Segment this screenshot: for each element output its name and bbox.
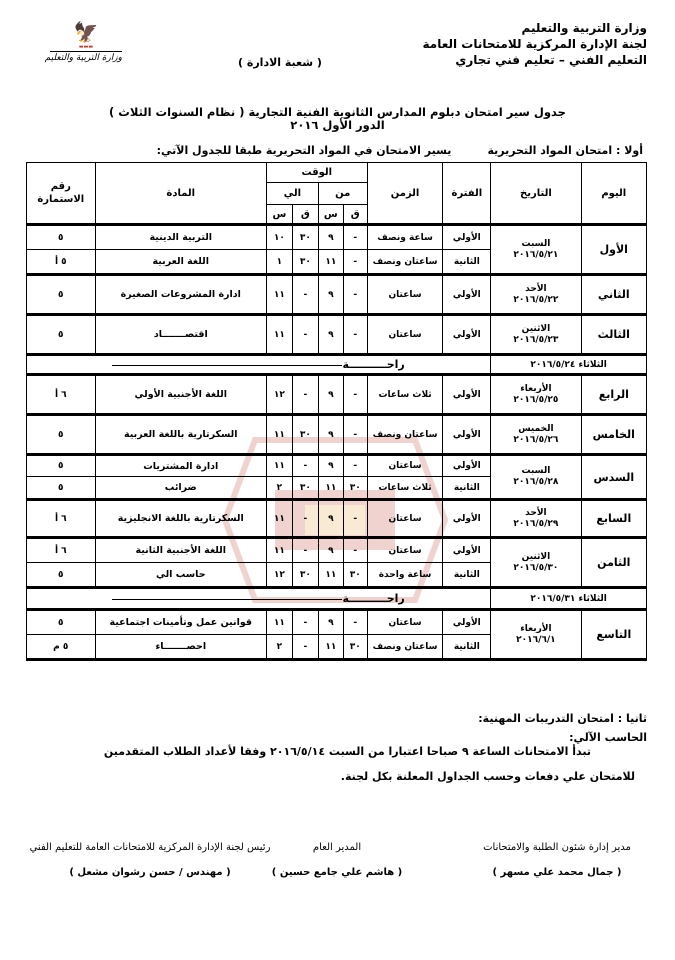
weekday: الأربعاء [520, 623, 552, 634]
period: الثانية [443, 477, 491, 500]
signature-name: ( مهندس / حسن رشوان مشعل ) [69, 867, 231, 878]
date-cell [491, 275, 581, 315]
to-minutes: ٣٠ [292, 250, 318, 275]
signature-name: ( هاشم علي جامع حسين ) [271, 867, 403, 878]
weekday: الاثنين [521, 551, 551, 562]
signature-block [447, 842, 667, 878]
header-from-hours: س [318, 205, 343, 225]
logo-caption: وزارة التربية والتعليم [44, 53, 122, 63]
period: الثانية [443, 635, 491, 660]
subject: ضرائب [95, 477, 266, 500]
subject: اللغة الأجنبية الثانية [95, 538, 266, 563]
header-subject: المادة [95, 163, 266, 225]
to-minutes: - [292, 610, 318, 635]
to-hours: ١١ [266, 275, 292, 315]
ministry-header [423, 20, 647, 68]
form-number: ٥ [27, 225, 96, 250]
date: ٢٠١٦/٦/١ [516, 634, 556, 645]
to-hours: ١٠ [266, 225, 292, 250]
exam-schedule-table [26, 162, 647, 661]
date: ٢٠١٦/٥/٢٩ [513, 518, 559, 529]
to-hours: ٢ [266, 635, 292, 660]
from-hours: ٩ [318, 315, 343, 355]
duration: ساعتان [367, 500, 443, 538]
rest-day-row [27, 355, 491, 375]
subject: السكرتارية باللغة الانجليزية [95, 500, 266, 538]
to-hours: ١٢ [266, 563, 292, 588]
to-minutes: - [292, 375, 318, 415]
signature-title: رئيس لجنة الإدارة المركزية للامتحانات العامة للتعليم الفني [29, 842, 271, 853]
header-duration: الزمن [367, 163, 443, 225]
from-minutes: - [343, 315, 367, 355]
duration: ساعتان [367, 610, 443, 635]
header-day: اليوم [581, 163, 646, 225]
date-cell [491, 455, 581, 500]
form-number: ٥ [27, 275, 96, 315]
form-number: ٦ أ [27, 375, 96, 415]
to-minutes: ٣٠ [292, 477, 318, 500]
date-cell [491, 610, 581, 660]
from-hours: ١١ [318, 477, 343, 500]
from-minutes: ٣٠ [343, 563, 367, 588]
date: ٢٠١٦/٥/٢٥ [513, 394, 559, 405]
weekday: السبت [521, 238, 551, 249]
day-label: الثاني [581, 275, 646, 315]
rest-word: راحــــــــــة [342, 592, 405, 605]
from-hours: ١١ [318, 563, 343, 588]
day-label: الثامن [581, 538, 646, 588]
from-hours: ٩ [318, 610, 343, 635]
from-hours: ١١ [318, 250, 343, 275]
duration: ساعة ونصف [367, 225, 443, 250]
day-label: الخامس [581, 415, 646, 455]
to-minutes: - [292, 500, 318, 538]
day-label: الثالث [581, 315, 646, 355]
date-cell [491, 538, 581, 588]
from-minutes: - [343, 538, 367, 563]
to-hours: ١١ [266, 415, 292, 455]
education-type: التعليم الفني – تعليم فني تجاري [455, 53, 647, 67]
to-hours: ١١ [266, 500, 292, 538]
from-minutes: - [343, 250, 367, 275]
signature-name: ( جمال محمد علي مسهر ) [492, 867, 622, 878]
date-cell [491, 415, 581, 455]
part-one-label: أولا : امتحان المواد التحريرية [487, 144, 643, 157]
part-one-text: يسير الامتحان في المواد التحريرية طبقا للجدول الآتي: [156, 144, 452, 157]
signature-block [20, 842, 280, 878]
weekday: الأربعاء [520, 383, 552, 394]
form-number: ٦ أ [27, 538, 96, 563]
form-number: ٥ م [27, 635, 96, 660]
to-minutes: ٣٠ [292, 225, 318, 250]
committee-name: لجنة الإدارة المركزية للامتحانات العامة [422, 37, 647, 51]
to-hours: ٢ [266, 477, 292, 500]
from-hours: ٩ [318, 500, 343, 538]
from-hours: ٩ [318, 275, 343, 315]
computer-label: الحاسب الآلي: [569, 731, 647, 744]
to-hours: ١١ [266, 315, 292, 355]
to-hours: ١١ [266, 538, 292, 563]
from-minutes: ٣٠ [343, 477, 367, 500]
period: الأولي [443, 538, 491, 563]
rest-day-date: الثلاثاء ٢٠١٦/٥/٢٤ [491, 355, 647, 375]
to-hours: ١١ [266, 610, 292, 635]
duration: ساعتان [367, 538, 443, 563]
from-minutes: - [343, 375, 367, 415]
header-time: الوقت [266, 163, 367, 183]
date-cell [491, 375, 581, 415]
day-label: الرابع [581, 375, 646, 415]
from-hours: ٩ [318, 375, 343, 415]
form-number: ٥ [27, 477, 96, 500]
from-minutes: - [343, 500, 367, 538]
part-one-heading [157, 144, 643, 157]
date: ٢٠١٦/٥/٣٠ [513, 562, 559, 573]
form-number: ٥ [27, 415, 96, 455]
period: الأولي [443, 455, 491, 477]
date-cell [491, 225, 581, 275]
weekday: الاثنين [521, 323, 551, 334]
from-hours: ١١ [318, 635, 343, 660]
period: الأولي [443, 275, 491, 315]
subject: قوانين عمل وتأمينات اجتماعية [95, 610, 266, 635]
ministry-name: وزارة التربية والتعليم [521, 21, 647, 35]
period: الأولي [443, 315, 491, 355]
from-hours: ٩ [318, 415, 343, 455]
to-minutes: ٣٠ [292, 415, 318, 455]
subject: التربية الدينية [95, 225, 266, 250]
signature-title: مدير إدارة شئون الطلبة والامتحانات [483, 842, 631, 853]
duration: ساعة واحدة [367, 563, 443, 588]
title-line-1: جدول سير امتحان دبلوم المدارس الثانوية الفنية التجارية ( نظام السنوات الثلاث ) [109, 105, 566, 119]
duration: ساعتان ونصف [367, 635, 443, 660]
date: ٢٠١٦/٥/٢٢ [513, 294, 559, 305]
day-label: التاسع [581, 610, 646, 660]
header-date: التاريخ [491, 163, 581, 225]
to-minutes: - [292, 275, 318, 315]
to-minutes: - [292, 635, 318, 660]
form-number: ٦ أ [27, 500, 96, 538]
signature-title: المدير العام [312, 842, 362, 853]
date: ٢٠١٦/٥/٢٣ [513, 334, 559, 345]
weekday: الخميس [518, 423, 554, 434]
header-from: من [318, 183, 367, 205]
header-form-number: رقم الاستمارة [27, 163, 96, 225]
duration: ثلاث ساعات [367, 477, 443, 500]
part-two-label: ثانيا : امتحان التدريبات المهنية: [478, 712, 647, 725]
from-hours: ٩ [318, 455, 343, 477]
period: الأولي [443, 375, 491, 415]
from-minutes: - [343, 415, 367, 455]
header-to-minutes: ق [292, 205, 318, 225]
to-minutes: ٣٠ [292, 563, 318, 588]
header-to-hours: س [266, 205, 292, 225]
to-minutes: - [292, 455, 318, 477]
duration: ساعتان ونصف [367, 415, 443, 455]
subject: حاسب الي [95, 563, 266, 588]
eagle-emblem-icon: 🦅 [73, 20, 99, 44]
subject: اللغة الأجنبية الأولي [95, 375, 266, 415]
date: ٢٠١٦/٥/٢٨ [513, 477, 559, 487]
period: الأولي [443, 225, 491, 250]
from-minutes: - [343, 225, 367, 250]
day-label: السابع [581, 500, 646, 538]
header-to: الي [266, 183, 318, 205]
day-label: السدس [581, 455, 646, 500]
subject: السكرتارية باللغة العربية [95, 415, 266, 455]
subject: احصـــــــاء [95, 635, 266, 660]
period: الثانية [443, 563, 491, 588]
section-label: ( شعبة الادارة ) [238, 56, 322, 69]
from-minutes: - [343, 610, 367, 635]
subject: ادارة المشروعات الصغيرة [95, 275, 266, 315]
weekday: الأحد [525, 507, 547, 518]
header-period: الفترة [443, 163, 491, 225]
to-hours: ١١ [266, 455, 292, 477]
form-number: ٥ [27, 315, 96, 355]
duration: ساعتان [367, 455, 443, 477]
weekday: السبت [521, 466, 551, 476]
from-minutes: - [343, 275, 367, 315]
period: الثانية [443, 250, 491, 275]
date: ٢٠١٦/٥/٢٦ [513, 434, 559, 445]
from-hours: ٩ [318, 225, 343, 250]
duration: ثلاث ساعات [367, 375, 443, 415]
subject: اقتصـــــــاد [95, 315, 266, 355]
duration: ساعتان ونصف [367, 250, 443, 275]
ministry-logo: 🦅 ▬▬▬ وزارة التربية والتعليم [44, 20, 122, 63]
from-minutes: ٣٠ [343, 635, 367, 660]
rest-word: راحــــــــــة [342, 358, 405, 371]
rest-day-date: الثلاثاء ٢٠١٦/٥/٣١ [491, 588, 647, 610]
document-title [0, 106, 675, 132]
part-two-line-2: للامتحان علي دفعات وحسب الجداول المعلنة بكل لجنة. [340, 770, 635, 783]
period: الأولي [443, 610, 491, 635]
subject: اللغة العربية [95, 250, 266, 275]
form-number: ٥ [27, 610, 96, 635]
to-minutes: - [292, 538, 318, 563]
part-two-line: تبدأ الامتحانات الساعة ٩ صباحا اعتبارا من السبت ٢٠١٦/٥/١٤ وفقا لأعداد الطلاب المتقدمين [103, 745, 591, 758]
form-number: ٥ أ [27, 250, 96, 275]
from-minutes: - [343, 455, 367, 477]
to-minutes: - [292, 315, 318, 355]
date-cell [491, 500, 581, 538]
period: الأولي [443, 500, 491, 538]
duration: ساعتان [367, 315, 443, 355]
rest-day-row [27, 588, 491, 610]
to-hours: ١ [266, 250, 292, 275]
form-number: ٥ [27, 563, 96, 588]
date: ٢٠١٦/٥/٢١ [513, 249, 559, 260]
subject: ادارة المشتريات [95, 455, 266, 477]
weekday: الأحد [525, 283, 547, 294]
header-from-minutes: ق [343, 205, 367, 225]
duration: ساعتان [367, 275, 443, 315]
to-hours: ١٢ [266, 375, 292, 415]
day-label: الأول [581, 225, 646, 275]
title-line-2: الدور الأول ٢٠١٦ [290, 118, 385, 132]
form-number: ٥ [27, 455, 96, 477]
date-cell [491, 315, 581, 355]
period: الأولي [443, 415, 491, 455]
from-hours: ٩ [318, 538, 343, 563]
